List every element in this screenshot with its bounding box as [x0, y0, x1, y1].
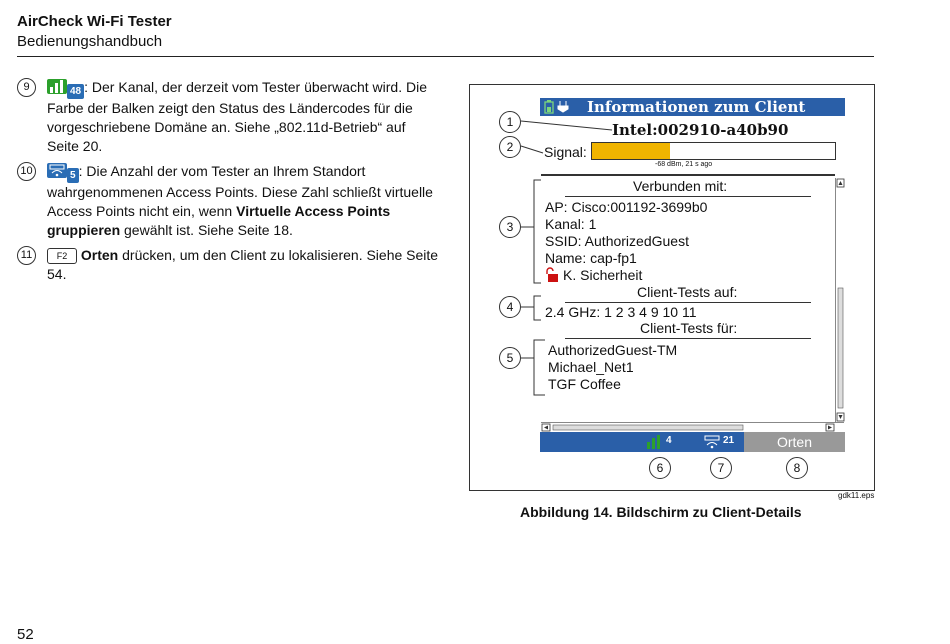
callout-4: 4: [499, 296, 521, 318]
f2-key-icon: F2: [47, 248, 77, 264]
tests-for-item: Michael_Net1: [548, 359, 634, 375]
figure-filename: gdk11.eps: [838, 491, 875, 500]
item-11-bold: Orten: [80, 247, 119, 263]
figure-caption: Abbildung 14. Bildschirm zu Client-Details: [520, 504, 802, 520]
item-11-text: drücken, um den Client zu lokalisieren. Siehe Seite 54.: [47, 247, 439, 282]
tests-for-heading: Client-Tests für:: [640, 320, 738, 336]
ap-line: AP: Cisco:001192-3699b0: [545, 199, 708, 215]
channel-line: Kanal: 1: [545, 216, 597, 232]
tests-for-item: AuthorizedGuest-TM: [548, 342, 678, 358]
client-id: Intel:002910-a40b90: [612, 121, 789, 139]
callout-2: 2: [499, 136, 521, 158]
screen-title: Informationen zum Client: [587, 98, 806, 116]
ap-count: 21: [723, 435, 735, 446]
signal-label: Signal:: [544, 144, 587, 160]
item-number: 11: [17, 246, 36, 265]
channel-badge: 48: [67, 84, 84, 99]
item-number: 9: [17, 78, 36, 97]
tests-for-item: TGF Coffee: [548, 376, 621, 392]
callout-8: 8: [786, 457, 808, 479]
item-9-text: : Der Kanal, der derzeit vom Tester überwacht wird. Die Farbe der Balken zeigt den Status des Ländercodes für die vorgeschriebene Domäne an. Siehe „802.11d-Betrieb“ auf Seite 20.: [47, 79, 428, 154]
callout-3: 3: [499, 216, 521, 238]
callout-5: 5: [499, 347, 521, 369]
item-10-text-a: : Die Anzahl der vom Tester an Ihrem Standort wahrgenommenen Access Points. Diese Zahl schließt virtuelle Access Points nicht ein, wenn: [47, 163, 433, 219]
item-10-bold: Virtuelle Access Points gruppieren: [47, 203, 391, 238]
callout-7: 7: [710, 457, 732, 479]
document-subtitle: Bedienungshandbuch: [17, 33, 163, 50]
page-number: 52: [17, 626, 34, 643]
ap-count-badge: 5: [67, 168, 79, 183]
document-title: AirCheck Wi-Fi Tester: [17, 13, 172, 30]
connected-heading: Verbunden mit:: [633, 178, 728, 194]
item-number: 10: [17, 162, 36, 181]
channel-number: 4: [666, 435, 672, 446]
signal-detail: -68 dBm, 21 s ago: [655, 161, 713, 168]
ssid-line: SSID: AuthorizedGuest: [545, 233, 689, 249]
callout-1: 1: [499, 111, 521, 133]
callout-6: 6: [649, 457, 671, 479]
name-line: Name: cap-fp1: [545, 250, 637, 266]
tests-on-value: 2.4 GHz: 1 2 3 4 9 10 11: [545, 304, 697, 320]
security-line: K. Sicherheit: [563, 267, 643, 283]
orten-softkey[interactable]: Orten: [744, 432, 845, 452]
item-10-text-b: gewählt ist. Siehe Seite 18.: [120, 222, 293, 238]
tests-on-heading: Client-Tests auf:: [637, 284, 738, 300]
